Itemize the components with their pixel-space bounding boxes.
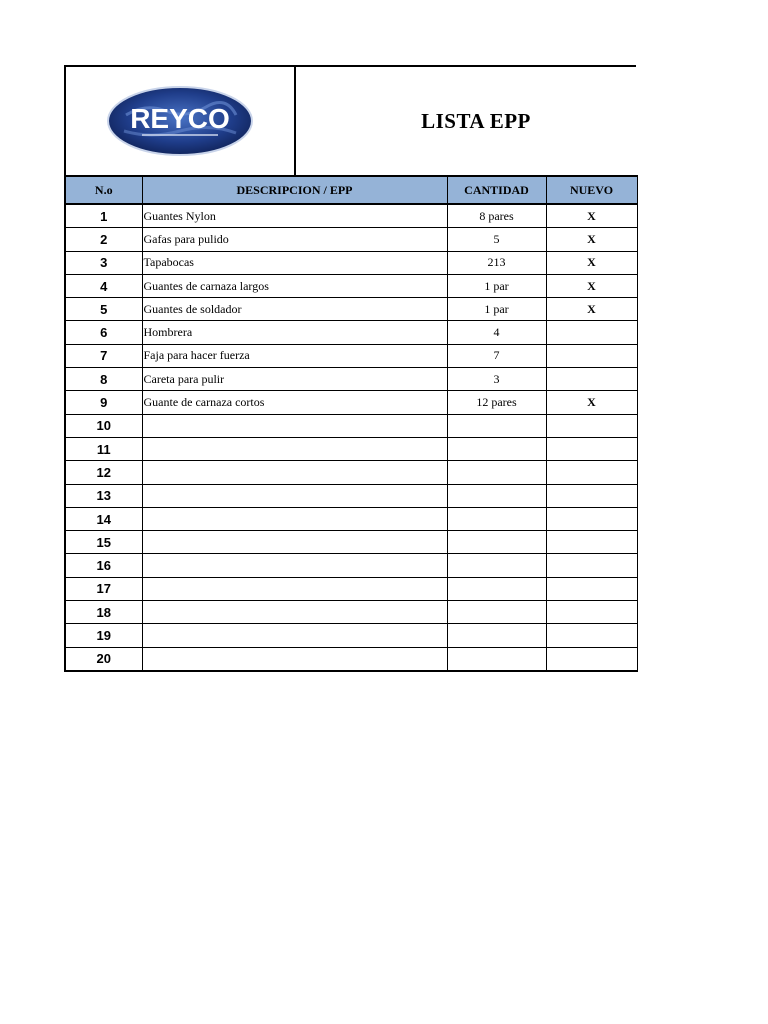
row-new-mark	[546, 577, 637, 600]
row-number: 2	[65, 228, 142, 251]
row-number: 16	[65, 554, 142, 577]
row-description	[142, 414, 447, 437]
row-number: 11	[65, 437, 142, 460]
row-description	[142, 461, 447, 484]
row-description	[142, 577, 447, 600]
table-row	[65, 344, 637, 367]
row-quantity: 1 par	[447, 298, 546, 321]
table-row	[65, 368, 637, 391]
row-quantity	[447, 554, 546, 577]
table-row	[65, 437, 637, 460]
row-quantity: 3	[447, 368, 546, 391]
row-new-mark: X	[546, 204, 637, 228]
row-new-mark	[546, 484, 637, 507]
row-new-mark: X	[546, 274, 637, 297]
row-description	[142, 554, 447, 577]
table-row	[65, 298, 637, 321]
table-row	[65, 647, 637, 671]
epp-sheet	[64, 65, 636, 672]
epp-table	[64, 175, 638, 672]
row-new-mark	[546, 321, 637, 344]
row-new-mark	[546, 437, 637, 460]
row-quantity: 12 pares	[447, 391, 546, 414]
table-row	[65, 274, 637, 297]
page-title: LISTA EPP	[421, 108, 531, 133]
table-row	[65, 624, 637, 647]
row-new-mark	[546, 531, 637, 554]
row-number: 13	[65, 484, 142, 507]
row-new-mark: X	[546, 298, 637, 321]
row-description: Guantes Nylon	[142, 204, 447, 228]
column-header-quantity: CANTIDAD	[447, 176, 546, 204]
row-number: 6	[65, 321, 142, 344]
row-quantity: 8 pares	[447, 204, 546, 228]
column-header-no: N.o	[65, 176, 142, 204]
row-quantity: 5	[447, 228, 546, 251]
row-number: 12	[65, 461, 142, 484]
reyco-logo	[106, 85, 254, 157]
row-quantity: 4	[447, 321, 546, 344]
logo-text: REYCO	[130, 103, 230, 134]
row-description: Hombrera	[142, 321, 447, 344]
table-row	[65, 507, 637, 530]
row-quantity	[447, 624, 546, 647]
row-number: 7	[65, 344, 142, 367]
row-new-mark	[546, 461, 637, 484]
row-description: Guante de carnaza cortos	[142, 391, 447, 414]
table-row	[65, 251, 637, 274]
row-number: 20	[65, 647, 142, 671]
row-quantity	[447, 414, 546, 437]
row-number: 19	[65, 624, 142, 647]
table-row	[65, 531, 637, 554]
row-number: 17	[65, 577, 142, 600]
table-row	[65, 554, 637, 577]
row-new-mark	[546, 414, 637, 437]
table-row	[65, 601, 637, 624]
row-number: 3	[65, 251, 142, 274]
row-new-mark	[546, 601, 637, 624]
logo-cell	[66, 67, 296, 175]
row-description: Faja para hacer fuerza	[142, 344, 447, 367]
table-header-row	[65, 176, 637, 204]
row-quantity	[447, 507, 546, 530]
table-row	[65, 391, 637, 414]
row-new-mark: X	[546, 228, 637, 251]
row-new-mark: X	[546, 391, 637, 414]
row-new-mark	[546, 647, 637, 671]
row-quantity	[447, 577, 546, 600]
row-number: 15	[65, 531, 142, 554]
row-new-mark	[546, 368, 637, 391]
row-new-mark	[546, 624, 637, 647]
row-description: Guantes de carnaza largos	[142, 274, 447, 297]
row-quantity: 213	[447, 251, 546, 274]
row-number: 4	[65, 274, 142, 297]
row-description	[142, 624, 447, 647]
row-new-mark: X	[546, 251, 637, 274]
row-description	[142, 437, 447, 460]
row-description	[142, 507, 447, 530]
row-quantity	[447, 484, 546, 507]
row-number: 1	[65, 204, 142, 228]
row-description: Tapabocas	[142, 251, 447, 274]
table-row	[65, 321, 637, 344]
table-row	[65, 228, 637, 251]
row-quantity: 1 par	[447, 274, 546, 297]
table-row	[65, 204, 637, 228]
row-number: 9	[65, 391, 142, 414]
row-description: Careta para pulir	[142, 368, 447, 391]
row-description: Gafas para pulido	[142, 228, 447, 251]
row-description: Guantes de soldador	[142, 298, 447, 321]
row-quantity	[447, 601, 546, 624]
sheet-header	[64, 65, 636, 175]
row-description	[142, 601, 447, 624]
row-number: 8	[65, 368, 142, 391]
row-description	[142, 531, 447, 554]
row-new-mark	[546, 344, 637, 367]
title-cell	[296, 67, 636, 175]
row-description	[142, 647, 447, 671]
row-description	[142, 484, 447, 507]
row-quantity: 7	[447, 344, 546, 367]
row-number: 14	[65, 507, 142, 530]
row-quantity	[447, 437, 546, 460]
row-quantity	[447, 461, 546, 484]
table-body	[65, 204, 637, 671]
column-header-description: DESCRIPCION / EPP	[142, 176, 447, 204]
row-quantity	[447, 531, 546, 554]
column-header-new: NUEVO	[546, 176, 637, 204]
row-number: 18	[65, 601, 142, 624]
table-row	[65, 484, 637, 507]
row-new-mark	[546, 507, 637, 530]
row-number: 10	[65, 414, 142, 437]
table-row	[65, 577, 637, 600]
row-quantity	[447, 647, 546, 671]
table-row	[65, 461, 637, 484]
row-number: 5	[65, 298, 142, 321]
table-row	[65, 414, 637, 437]
row-new-mark	[546, 554, 637, 577]
